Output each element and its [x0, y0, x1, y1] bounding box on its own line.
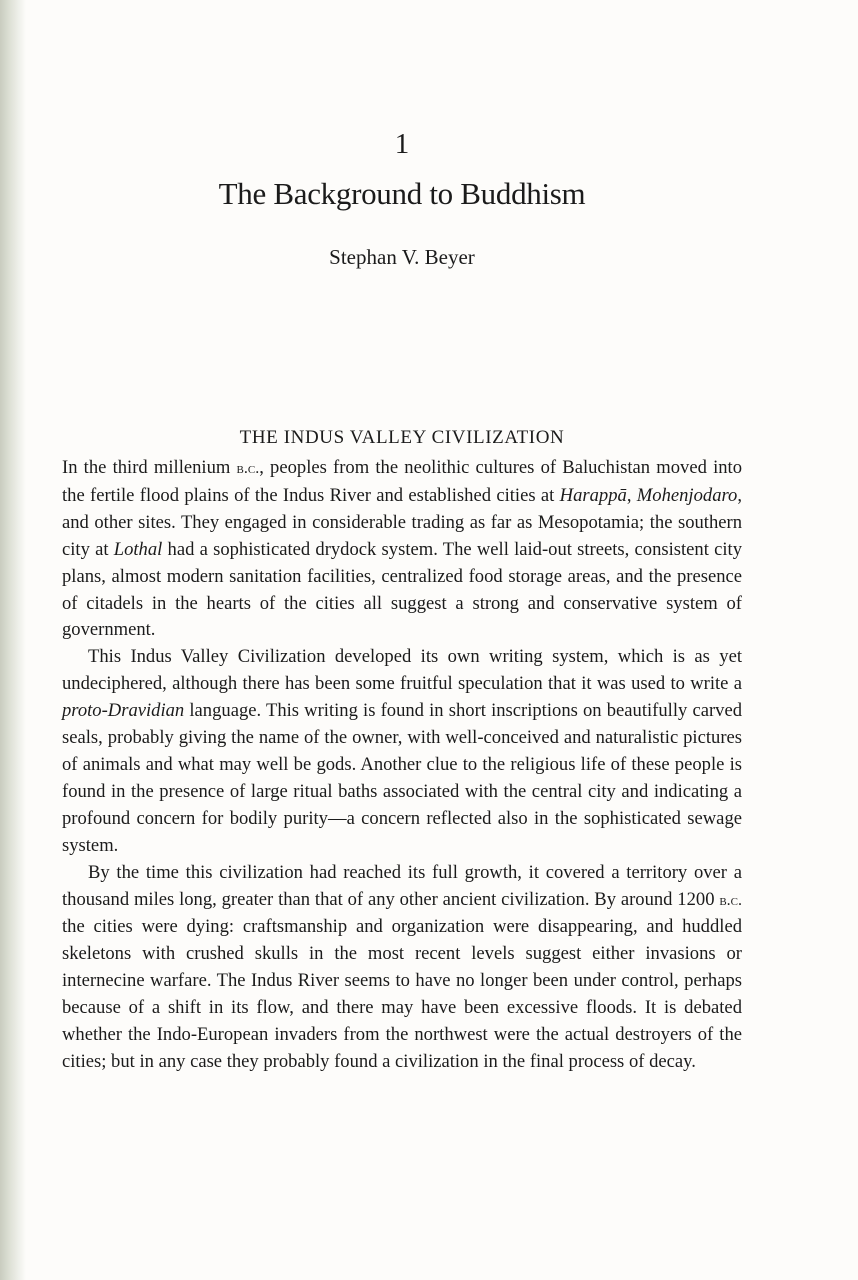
page-gutter-shadow — [0, 0, 26, 1280]
italic-term: proto-Dravidian — [62, 700, 185, 722]
text-run: the cities were dying: craftsmanship and organization were disappearing, and huddled skeletons with crushed skulls in the most recent levels suggest either invasions or internecine warfare. The Indus River seems to have no longer been under control, perhaps because of a shift in its flow, and there may have been excessive floods. It is debated whether the Indo-European invaders from the northwest were the actual destroyers of the cities; but in any case they probably found a civilization in the final process of decay. — [62, 916, 742, 1072]
text-run: This Indus Valley Civilization developed its own writing system, which is as yet undeciphered, although there has been some fruitful speculation that it was used to write a — [62, 646, 742, 695]
text-run: , — [626, 484, 637, 506]
chapter-number: 1 — [394, 128, 410, 160]
text-run: , peoples from the neolithic cultures of Baluchistan moved into the fertile flood plains of the Indus River and established cities at — [62, 457, 742, 506]
body-text — [62, 455, 742, 1076]
chapter-author: Stephan V. Beyer — [329, 245, 475, 269]
era-abbreviation: b.c. — [719, 891, 742, 909]
text-run: , and other sites. They engaged in considerable trading as far as Mesopotamia; the southern city at — [62, 484, 742, 560]
section-heading: THE INDUS VALLEY CIVILIZATION — [239, 427, 565, 448]
text-run: language. This writing is found in short inscriptions on beautifully carved seals, probably giving the name of the owner, with well-conceived and naturalistic pictures of animals and what may well be gods. Another clue to the religious life of these people is found in the presence of large ritual baths associated with the central city and indicating a profound concern for bodily purity—a concern reflected also in the sophisticated sewage system. — [62, 700, 742, 856]
italic-term: Lothal — [113, 538, 163, 560]
paragraph — [62, 644, 742, 859]
text-run: had a sophisticated drydock system. The well laid-out streets, consistent city plans, almost modern sanitation facilities, centralized food storage areas, and the presence of citadels in the hearts of the cities all suggest a strong and conservative system of government. — [62, 538, 742, 641]
text-run: In the third millenium — [62, 457, 237, 478]
italic-term: Harappā — [559, 484, 627, 506]
italic-term: Mohenjodaro — [636, 484, 738, 506]
paragraph — [62, 455, 742, 644]
paragraph — [62, 860, 742, 1076]
era-abbreviation: b.c. — [236, 460, 260, 477]
book-page — [62, 0, 742, 1280]
text-run: By the time this civilization had reached its full growth, it covered a territory over a thousand miles long, greater than that of any other ancient civilization. By around 1200 — [62, 861, 742, 910]
chapter-title: The Background to Buddhism — [218, 176, 586, 211]
